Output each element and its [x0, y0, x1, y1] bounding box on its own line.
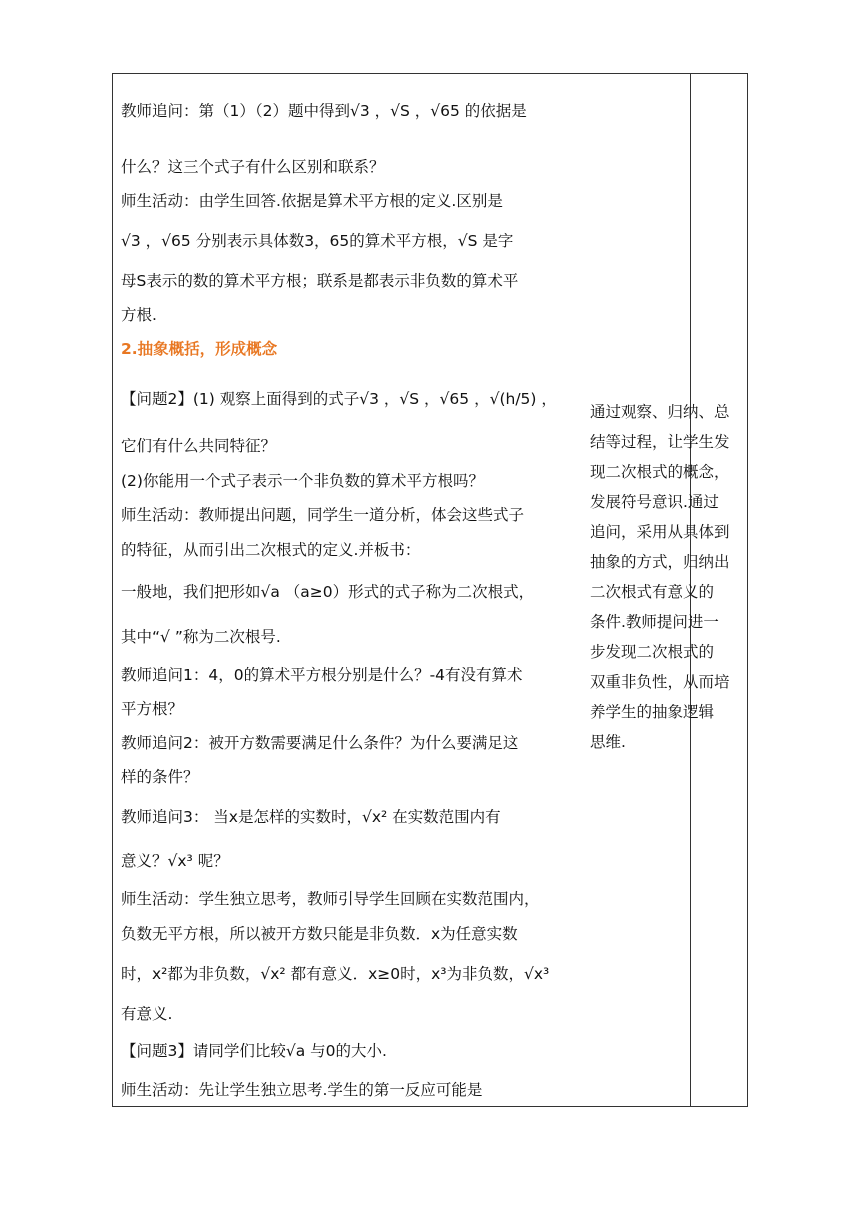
right-line: 步发现二次根式的 [590, 643, 715, 661]
left-line: (2)你能用一个式子表示一个非负数的算术平方根吗？ [121, 472, 484, 490]
left-line: 其中“√ ”称为二次根号. [121, 628, 281, 646]
left-line: 母S表示的数的算术平方根；联系是都表示非负数的算术平 [121, 272, 519, 290]
left-line: 师生活动：学生独立思考，教师引导学生回顾在实数范围内， [121, 890, 540, 908]
lesson-table [112, 73, 748, 1107]
right-line: 抽象的方式，归纳出 [590, 553, 730, 571]
left-line: 负数无平方根，所以被开方数只能是非负数．x为任意实数 [121, 925, 518, 943]
right-line: 发展符号意识.通过 [590, 493, 719, 511]
right-line: 结等过程，让学生发 [590, 433, 730, 451]
left-line: 教师追问1：4，0的算术平方根分别是什么？-4有没有算术 [121, 666, 523, 684]
left-line: 什么？这三个式子有什么区别和联系？ [121, 158, 385, 176]
right-line: 养学生的抽象逻辑 [590, 703, 715, 721]
section-heading: 2.抽象概括，形成概念 [121, 340, 278, 358]
right-line: 二次根式有意义的 [590, 583, 715, 601]
right-line: 通过观察、归纳、总 [590, 403, 730, 421]
left-line: 教师追问：第（1）（2）题中得到√3 ，√S ，√65 的依据是 [121, 102, 527, 120]
left-line: 平方根？ [121, 700, 184, 718]
right-line: 双重非负性，从而培 [590, 673, 730, 691]
left-line: 师生活动：教师提出问题，同学生一道分析，体会这些式子 [121, 506, 525, 524]
left-line: 的特征，从而引出二次根式的定义.并板书： [121, 541, 421, 559]
left-line: 有意义. [121, 1005, 173, 1023]
left-line: 一般地，我们把形如√a （a≥0）形式的式子称为二次根式， [121, 583, 535, 601]
left-line: 师生活动：由学生回答.依据是算术平方根的定义.区别是 [121, 192, 503, 210]
right-line: 条件.教师提问进一 [590, 613, 719, 631]
left-line: 教师追问2：被开方数需要满足什么条件？为什么要满足这 [121, 734, 519, 752]
right-line: 思维. [590, 733, 626, 751]
left-line: 方根. [121, 306, 157, 324]
left-line: 【问题3】请同学们比较√a 与0的大小. [121, 1042, 387, 1060]
left-line: 教师追问3： 当x是怎样的实数时，√x² 在实数范围内有 [121, 808, 501, 826]
left-line: 意义？√x³ 呢？ [121, 852, 229, 870]
right-line: 现二次根式的概念， [590, 463, 730, 481]
right-line: 追问，采用从具体到 [590, 523, 730, 541]
left-line: 它们有什么共同特征？ [121, 437, 277, 455]
left-line: 样的条件？ [121, 768, 199, 786]
left-line: 时，x²都为非负数，√x² 都有意义．x≥0时，x³为非负数，√x³ [121, 965, 550, 983]
left-line: 【问题2】(1) 观察上面得到的式子√3 ，√S ，√65 ，√(h/5) ， [121, 390, 557, 408]
left-line: 师生活动：先让学生独立思考.学生的第一反应可能是 [121, 1081, 483, 1099]
left-line: √3 ，√65 分别表示具体数3，65的算术平方根，√S 是字 [121, 232, 514, 250]
